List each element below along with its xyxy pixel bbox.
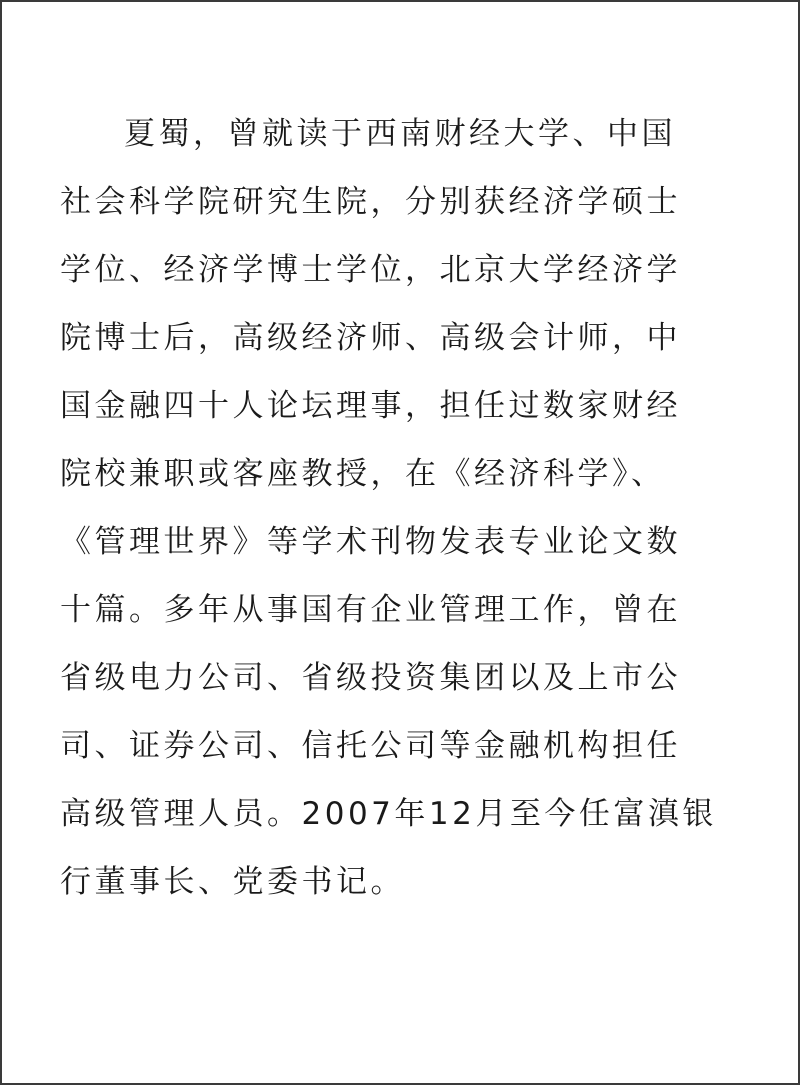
text-line: 《管理世界》等学术刊物发表专业论文数 (60, 524, 681, 560)
text-line: 省级电力公司、省级投资集团以及上市公 (60, 660, 681, 696)
text-line: 十篇。多年从事国有企业管理工作，曾在 (60, 592, 681, 628)
text-line: 院校兼职或客座教授，在《经济科学》、 (60, 456, 666, 492)
text-line: 高级管理人员。2007年12月至今任富滇银 (60, 796, 717, 832)
text-line: 司、证券公司、信托公司等金融机构担任 (60, 728, 681, 764)
biography-paragraph (60, 100, 717, 916)
text-line: 行董事长、党委书记。 (60, 864, 405, 900)
text-line: 社会科学院研究生院，分别获经济学硕士 (60, 184, 681, 220)
text-line: 学位、经济学博士学位，北京大学经济学 (60, 252, 681, 288)
text-line: 院博士后，高级经济师、高级会计师，中 (60, 320, 681, 356)
text-line: 夏蜀，曾就读于西南财经大学、中国 (124, 116, 676, 152)
text-line: 国金融四十人论坛理事，担任过数家财经 (60, 388, 681, 424)
